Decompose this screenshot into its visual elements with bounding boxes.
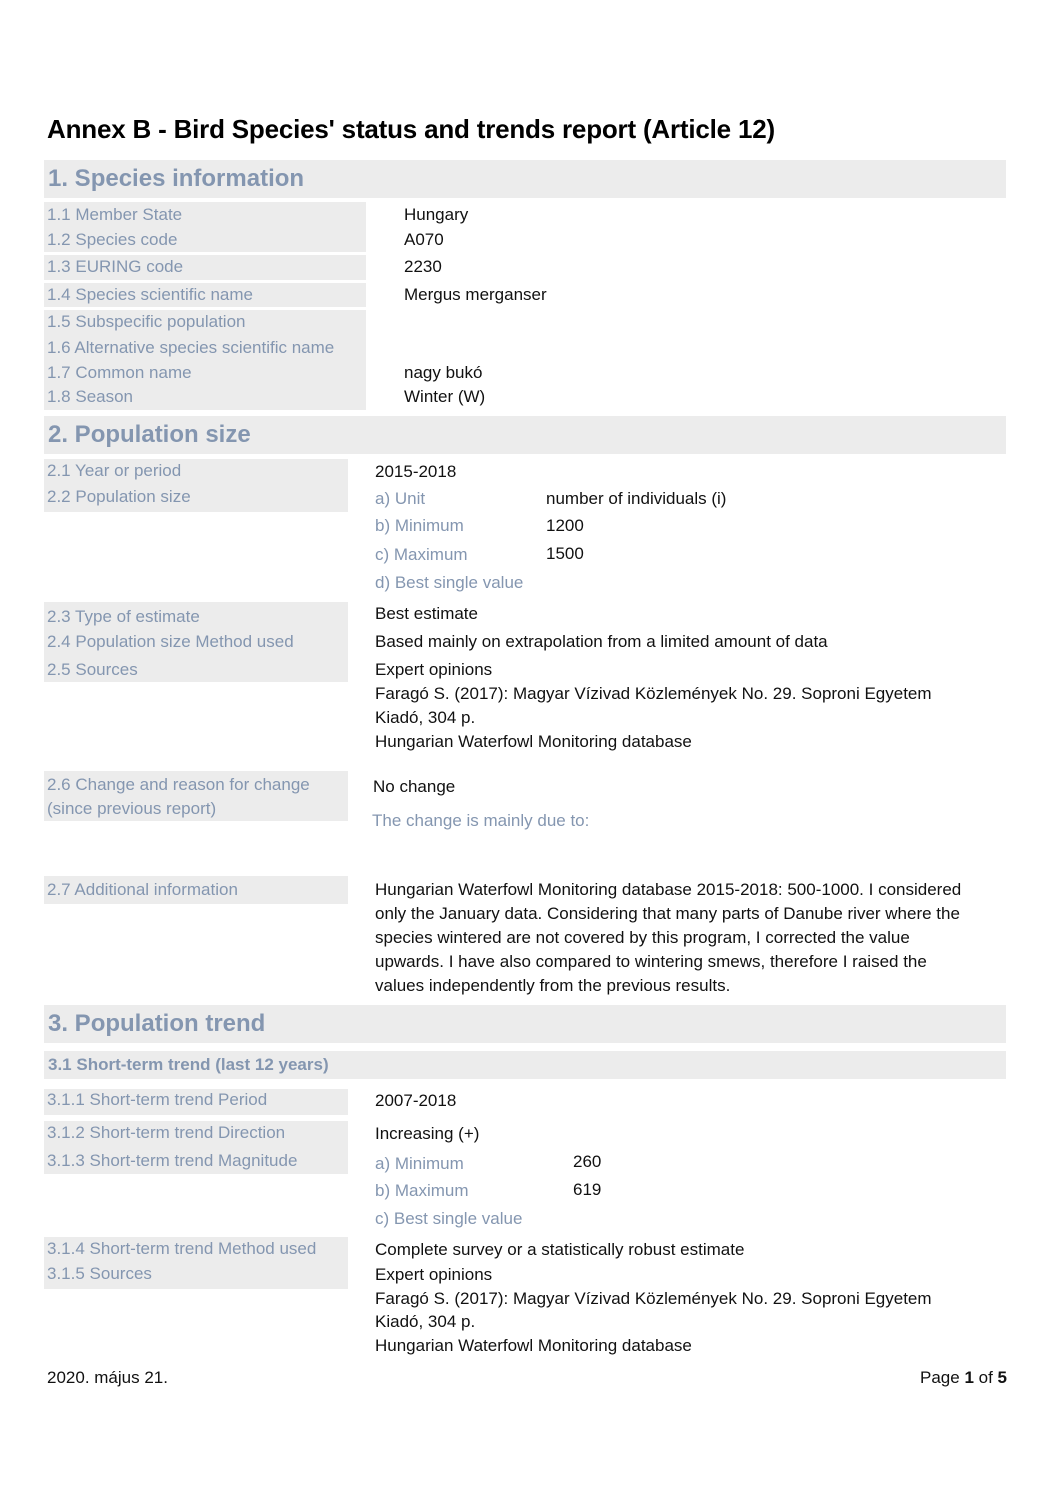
trend-magnitude-label: 3.1.3 Short-term trend Magnitude bbox=[47, 1151, 298, 1170]
change-reason-label: The change is mainly due to: bbox=[372, 811, 590, 830]
field-value: nagy bukó bbox=[404, 363, 483, 382]
additional-information-line: values independently from the previous results. bbox=[375, 976, 731, 995]
method-value: Based mainly on extrapolation from a limited amount of data bbox=[375, 632, 828, 651]
trend-method-label: 3.1.4 Short-term trend Method used bbox=[47, 1239, 317, 1258]
maximum-value: 1500 bbox=[546, 544, 584, 563]
minimum-value: 1200 bbox=[546, 516, 584, 535]
trend-method-value: Complete survey or a statistically robust estimate bbox=[375, 1240, 745, 1259]
sources-label: 2.5 Sources bbox=[47, 660, 138, 679]
section-heading-population-size: 2. Population size bbox=[44, 416, 1006, 454]
additional-information-line: species wintered are not covered by this program, I corrected the value bbox=[375, 928, 910, 947]
field-label: 1.5 Subspecific population bbox=[47, 312, 246, 331]
method-label: 2.4 Population size Method used bbox=[47, 632, 294, 651]
trend-sources-line: Hungarian Waterfowl Monitoring database bbox=[375, 1336, 692, 1355]
best-single-value-label: d) Best single value bbox=[375, 573, 524, 592]
field-label: 1.7 Common name bbox=[47, 363, 192, 382]
change-label: 2.6 Change and reason for change bbox=[47, 775, 310, 794]
trend-best-single-value-label: c) Best single value bbox=[375, 1209, 523, 1228]
field-value: Winter (W) bbox=[404, 387, 486, 406]
subsection-heading-short-term-trend: 3.1 Short-term trend (last 12 years) bbox=[44, 1051, 1006, 1079]
type-of-estimate-value: Best estimate bbox=[375, 604, 478, 623]
trend-minimum-label: a) Minimum bbox=[375, 1154, 464, 1173]
trend-maximum-value: 619 bbox=[573, 1180, 602, 1199]
additional-information-line: Hungarian Waterfowl Monitoring database 2015-2018: 500-1000. I considered bbox=[375, 880, 962, 899]
sources-line: Kiadó, 304 p. bbox=[375, 708, 476, 727]
population-size-label: 2.2 Population size bbox=[47, 487, 191, 506]
trend-direction-label: 3.1.2 Short-term trend Direction bbox=[47, 1123, 286, 1142]
page-prefix: Page bbox=[920, 1368, 965, 1387]
trend-sources-line: Expert opinions bbox=[375, 1265, 493, 1284]
trend-direction-value: Increasing (+) bbox=[375, 1124, 480, 1143]
trend-sources-line: Faragó S. (2017): Magyar Vízivad Közlemények No. 29. Soproni Egyetem bbox=[375, 1289, 932, 1308]
field-value: Hungary bbox=[404, 205, 469, 224]
minimum-label: b) Minimum bbox=[375, 516, 464, 535]
section-heading-population-trend: 3. Population trend bbox=[44, 1005, 1006, 1043]
additional-information-line: upwards. I have also compared to wintering smews, therefore I raised the bbox=[375, 952, 927, 971]
field-label: 1.2 Species code bbox=[47, 230, 178, 249]
trend-period-value: 2007-2018 bbox=[375, 1091, 457, 1110]
document-title: Annex B - Bird Species' status and trends report (Article 12) bbox=[47, 114, 775, 144]
sources-line: Faragó S. (2017): Magyar Vízivad Közlemények No. 29. Soproni Egyetem bbox=[375, 684, 932, 703]
footer-date: 2020. május 21. bbox=[47, 1368, 168, 1387]
sources-line: Expert opinions bbox=[375, 660, 493, 679]
field-value: Mergus merganser bbox=[404, 285, 547, 304]
additional-information-line: only the January data. Considering that many parts of Danube river where the bbox=[375, 904, 960, 923]
change-value: No change bbox=[373, 777, 456, 796]
trend-minimum-value: 260 bbox=[573, 1152, 602, 1171]
field-value: A070 bbox=[404, 230, 444, 249]
trend-period-label: 3.1.1 Short-term trend Period bbox=[47, 1090, 268, 1109]
unit-value: number of individuals (i) bbox=[546, 489, 727, 508]
trend-maximum-label: b) Maximum bbox=[375, 1181, 469, 1200]
section-heading-species-information: 1. Species information bbox=[44, 160, 1006, 198]
sources-line: Hungarian Waterfowl Monitoring database bbox=[375, 732, 692, 751]
field-label: 1.1 Member State bbox=[47, 205, 183, 224]
footer-page-number bbox=[920, 1368, 1007, 1388]
change-label-continued: (since previous report) bbox=[47, 799, 217, 818]
year-label: 2.1 Year or period bbox=[47, 461, 182, 480]
field-label: 1.3 EURING code bbox=[47, 257, 184, 276]
additional-information-label: 2.7 Additional information bbox=[47, 880, 238, 899]
page-current: 1 bbox=[964, 1368, 974, 1387]
field-label: 1.4 Species scientific name bbox=[47, 285, 253, 304]
type-of-estimate-label: 2.3 Type of estimate bbox=[47, 607, 200, 626]
maximum-label: c) Maximum bbox=[375, 545, 468, 564]
unit-label: a) Unit bbox=[375, 489, 426, 508]
page-total: 5 bbox=[997, 1368, 1007, 1387]
year-value: 2015-2018 bbox=[375, 462, 457, 481]
trend-sources-line: Kiadó, 304 p. bbox=[375, 1312, 476, 1331]
field-label: 1.8 Season bbox=[47, 387, 134, 406]
page-mid: of bbox=[973, 1368, 998, 1387]
field-label: 1.6 Alternative species scientific name bbox=[47, 338, 335, 357]
field-value: 2230 bbox=[404, 257, 442, 276]
trend-sources-label: 3.1.5 Sources bbox=[47, 1264, 152, 1283]
